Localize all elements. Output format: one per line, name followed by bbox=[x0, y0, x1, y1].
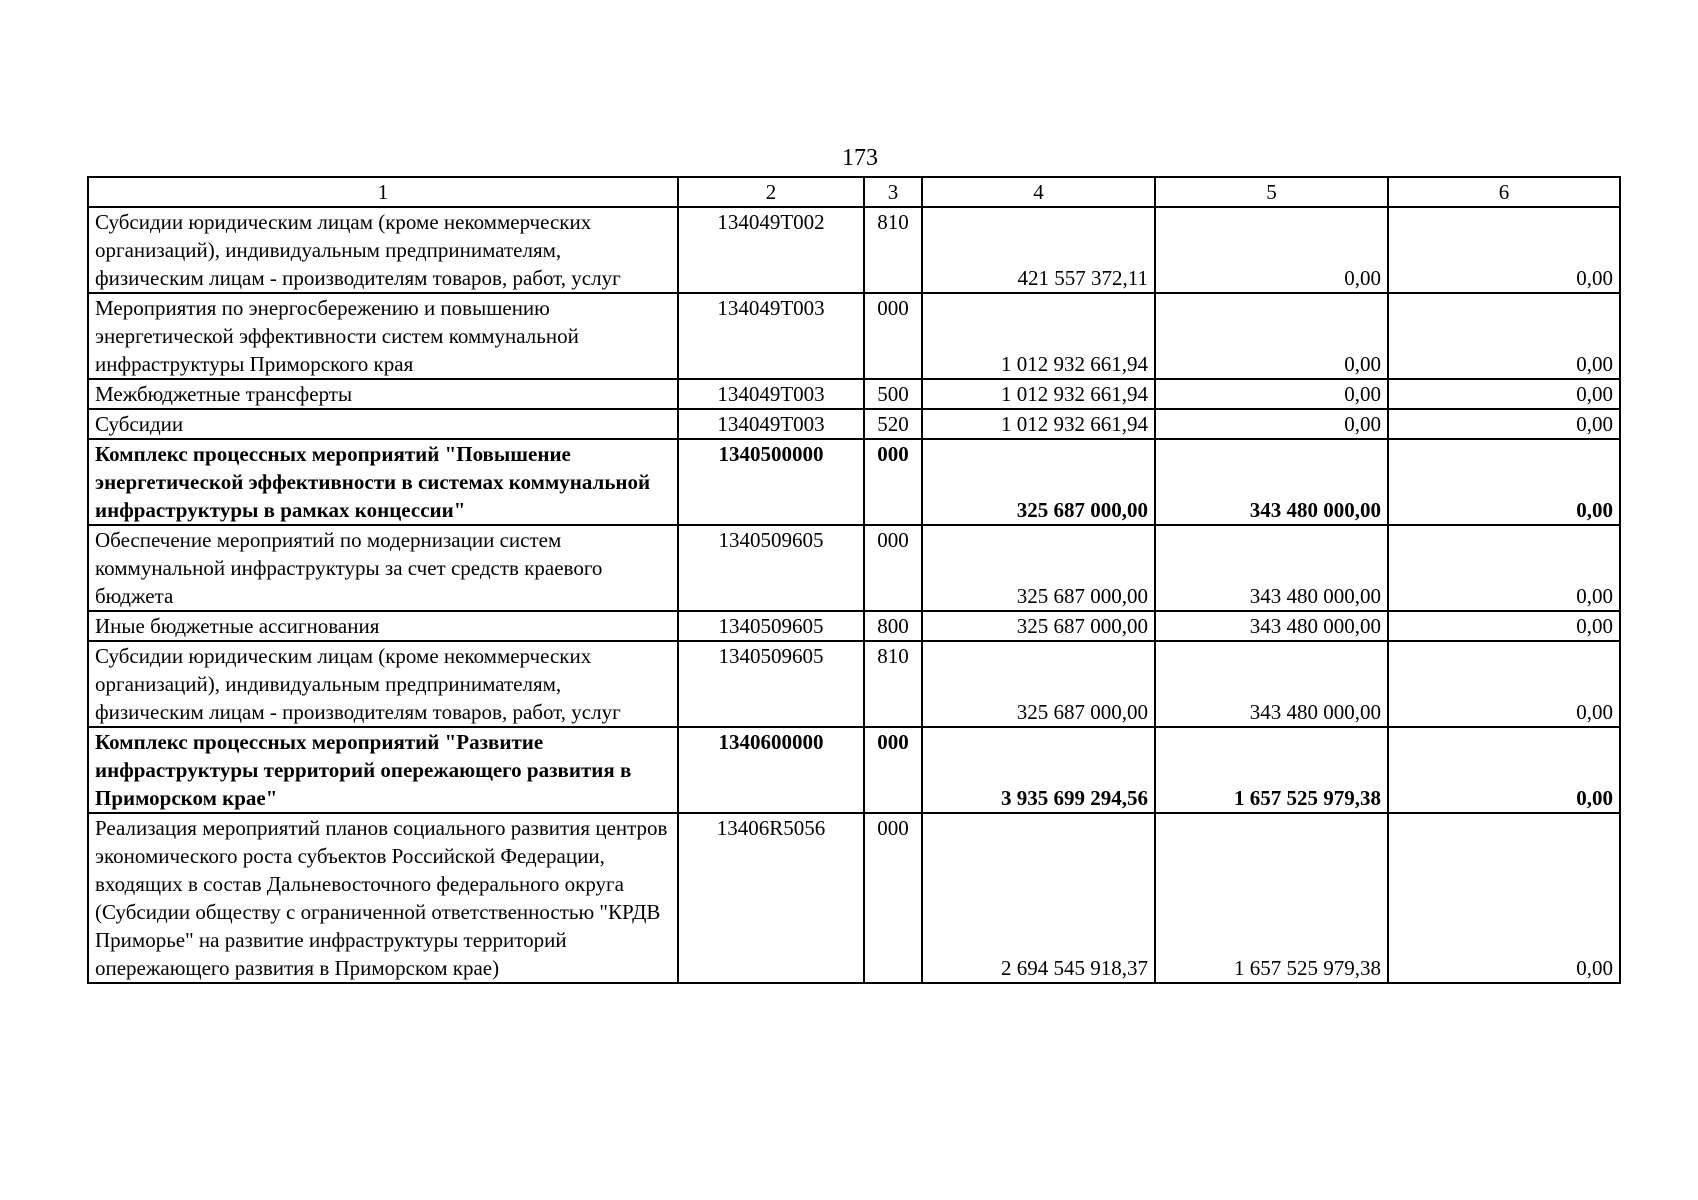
row-name: Субсидии юридическим лицам (кроме некоммерческих организаций), индивидуальным предпринимателям, физическим лицам - производителям товаров, работ, услуг bbox=[88, 207, 678, 293]
row-code: 1340600000 bbox=[678, 727, 864, 813]
row-amount-col6: 0,00 bbox=[1388, 409, 1620, 439]
row-expense-type: 000 bbox=[864, 727, 922, 813]
row-expense-type: 500 bbox=[864, 379, 922, 409]
row-amount-col4: 325 687 000,00 bbox=[922, 611, 1155, 641]
row-expense-type: 000 bbox=[864, 525, 922, 611]
column-header: 4 bbox=[922, 177, 1155, 207]
row-name: Мероприятия по энергосбережению и повышению энергетической эффективности систем коммунальной инфраструктуры Приморского края bbox=[88, 293, 678, 379]
row-amount-col5: 343 480 000,00 bbox=[1155, 641, 1388, 727]
row-amount-col5: 343 480 000,00 bbox=[1155, 525, 1388, 611]
row-name: Реализация мероприятий планов социального развития центров экономического роста субъектов Российской Федерации, входящих в состав Дальневосточного федерального округа (Субсидии обществу с ограниченной ответственностью "КРДВ Приморье" на развитие инфраструктуры территорий опережающего развития в Приморском крае) bbox=[88, 813, 678, 983]
row-amount-col5: 1 657 525 979,38 bbox=[1155, 727, 1388, 813]
table-row bbox=[88, 409, 1620, 439]
row-expense-type: 000 bbox=[864, 813, 922, 983]
row-code: 134049Т003 bbox=[678, 379, 864, 409]
table-row bbox=[88, 611, 1620, 641]
row-code: 134049Т003 bbox=[678, 409, 864, 439]
row-code: 134049Т002 bbox=[678, 207, 864, 293]
column-header: 1 bbox=[88, 177, 678, 207]
row-amount-col6: 0,00 bbox=[1388, 439, 1620, 525]
row-name: Межбюджетные трансферты bbox=[88, 379, 678, 409]
column-header: 3 bbox=[864, 177, 922, 207]
column-header: 5 bbox=[1155, 177, 1388, 207]
row-amount-col4: 325 687 000,00 bbox=[922, 439, 1155, 525]
table-row bbox=[88, 293, 1620, 379]
row-amount-col6: 0,00 bbox=[1388, 641, 1620, 727]
row-amount-col6: 0,00 bbox=[1388, 611, 1620, 641]
row-code: 1340509605 bbox=[678, 641, 864, 727]
row-code: 1340509605 bbox=[678, 525, 864, 611]
table-row bbox=[88, 813, 1620, 983]
budget-table bbox=[87, 176, 1621, 984]
row-amount-col5: 0,00 bbox=[1155, 293, 1388, 379]
row-expense-type: 000 bbox=[864, 293, 922, 379]
table-row bbox=[88, 641, 1620, 727]
row-name: Комплекс процессных мероприятий "Развитие инфраструктуры территорий опережающего развития в Приморском крае" bbox=[88, 727, 678, 813]
row-code: 13406R5056 bbox=[678, 813, 864, 983]
row-code: 134049Т003 bbox=[678, 293, 864, 379]
row-amount-col6: 0,00 bbox=[1388, 207, 1620, 293]
row-amount-col5: 1 657 525 979,38 bbox=[1155, 813, 1388, 983]
row-amount-col4: 1 012 932 661,94 bbox=[922, 409, 1155, 439]
row-name: Субсидии юридическим лицам (кроме некоммерческих организаций), индивидуальным предпринимателям, физическим лицам - производителям товаров, работ, услуг bbox=[88, 641, 678, 727]
row-amount-col4: 421 557 372,11 bbox=[922, 207, 1155, 293]
row-amount-col6: 0,00 bbox=[1388, 293, 1620, 379]
row-amount-col4: 2 694 545 918,37 bbox=[922, 813, 1155, 983]
table-header-row bbox=[88, 177, 1620, 207]
row-name: Комплекс процессных мероприятий "Повышение энергетической эффективности в системах коммунальной инфраструктуры в рамках концессии" bbox=[88, 439, 678, 525]
row-code: 1340500000 bbox=[678, 439, 864, 525]
row-amount-col4: 1 012 932 661,94 bbox=[922, 293, 1155, 379]
row-amount-col6: 0,00 bbox=[1388, 525, 1620, 611]
table-row bbox=[88, 525, 1620, 611]
row-amount-col4: 1 012 932 661,94 bbox=[922, 379, 1155, 409]
row-amount-col4: 325 687 000,00 bbox=[922, 525, 1155, 611]
row-expense-type: 800 bbox=[864, 611, 922, 641]
row-amount-col5: 0,00 bbox=[1155, 409, 1388, 439]
row-amount-col4: 325 687 000,00 bbox=[922, 641, 1155, 727]
row-amount-col5: 0,00 bbox=[1155, 379, 1388, 409]
row-name: Обеспечение мероприятий по модернизации систем коммунальной инфраструктуры за счет средств краевого бюджета bbox=[88, 525, 678, 611]
row-expense-type: 810 bbox=[864, 207, 922, 293]
column-header: 6 bbox=[1388, 177, 1620, 207]
row-amount-col6: 0,00 bbox=[1388, 813, 1620, 983]
row-amount-col6: 0,00 bbox=[1388, 379, 1620, 409]
row-expense-type: 000 bbox=[864, 439, 922, 525]
table-row bbox=[88, 727, 1620, 813]
row-expense-type: 810 bbox=[864, 641, 922, 727]
row-amount-col4: 3 935 699 294,56 bbox=[922, 727, 1155, 813]
table-row bbox=[88, 379, 1620, 409]
row-expense-type: 520 bbox=[864, 409, 922, 439]
column-header: 2 bbox=[678, 177, 864, 207]
row-code: 1340509605 bbox=[678, 611, 864, 641]
row-amount-col5: 0,00 bbox=[1155, 207, 1388, 293]
row-amount-col6: 0,00 bbox=[1388, 727, 1620, 813]
row-name: Иные бюджетные ассигнования bbox=[88, 611, 678, 641]
page-number: 173 bbox=[842, 145, 878, 171]
row-amount-col5: 343 480 000,00 bbox=[1155, 611, 1388, 641]
row-amount-col5: 343 480 000,00 bbox=[1155, 439, 1388, 525]
table-row bbox=[88, 207, 1620, 293]
table-row bbox=[88, 439, 1620, 525]
row-name: Субсидии bbox=[88, 409, 678, 439]
